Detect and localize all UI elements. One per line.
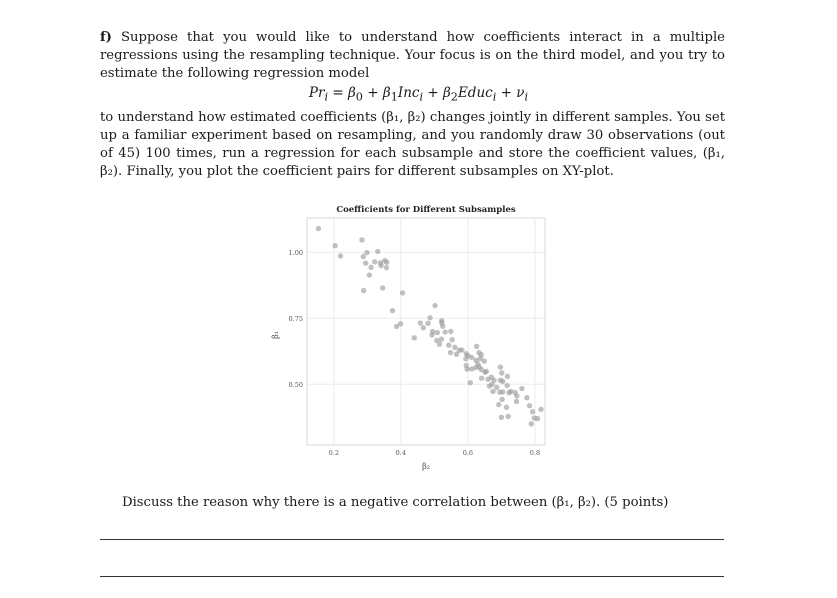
data-point <box>499 370 504 375</box>
data-point <box>398 321 403 326</box>
data-point <box>494 385 499 390</box>
data-point <box>390 308 395 313</box>
data-point <box>446 343 451 348</box>
data-point <box>538 407 543 412</box>
x-axis-label: β₂ <box>422 462 430 471</box>
data-point <box>380 285 385 290</box>
paragraph-intro-text: Suppose that you would like to understand how coefficients interact in a multiple regressions using the resampling technique. Your focus is on the third model, and you try to estimate the following regression model <box>100 30 725 81</box>
data-point <box>508 389 513 394</box>
data-point <box>496 402 501 407</box>
data-point <box>400 290 405 295</box>
data-point <box>459 347 464 352</box>
part-label: f) <box>100 30 112 45</box>
data-point <box>498 378 503 383</box>
answer-line-2[interactable] <box>100 576 724 577</box>
data-point <box>440 324 445 329</box>
chart-title: Coefficients for Different Subsamples <box>336 205 516 215</box>
data-point <box>448 350 453 355</box>
data-point <box>535 416 540 421</box>
data-point <box>437 341 442 346</box>
x-tick-label: 0.4 <box>395 449 407 457</box>
data-point <box>384 265 389 270</box>
data-point <box>463 356 468 361</box>
data-point <box>418 320 423 325</box>
data-point <box>519 386 524 391</box>
data-point <box>505 414 510 419</box>
x-tick-label: 0.2 <box>328 449 339 457</box>
data-point <box>364 250 369 255</box>
data-point <box>361 254 366 259</box>
data-point <box>368 265 373 270</box>
data-point <box>499 415 504 420</box>
y-axis-label: β₁ <box>271 331 280 339</box>
data-point <box>432 303 437 308</box>
data-point <box>435 330 440 335</box>
x-tick-label: 0.8 <box>529 449 541 457</box>
data-point <box>484 369 489 374</box>
data-point <box>425 321 430 326</box>
data-point <box>490 389 495 394</box>
data-point <box>524 395 529 400</box>
data-point <box>498 364 503 369</box>
y-tick-label: 1.00 <box>288 248 303 257</box>
data-point <box>359 237 364 242</box>
data-point <box>412 335 417 340</box>
coefficients-scatter-chart <box>258 198 558 478</box>
answer-line-1[interactable] <box>100 539 724 540</box>
y-tick-label: 0.75 <box>288 314 303 323</box>
data-point <box>442 329 447 334</box>
data-point <box>421 325 426 330</box>
x-tick-label: 0.6 <box>462 449 474 457</box>
data-point <box>482 358 487 363</box>
question-text: Discuss the reason why there is a negative correlation between (β₁, β₂). (5 points) <box>122 495 669 510</box>
y-tick-label: 0.50 <box>288 380 303 389</box>
data-point <box>487 383 492 388</box>
data-point <box>473 365 478 370</box>
data-point <box>332 243 337 248</box>
data-point <box>465 367 470 372</box>
data-point <box>427 315 432 320</box>
data-point <box>338 253 343 258</box>
data-point <box>504 383 509 388</box>
data-point <box>372 259 377 264</box>
data-point <box>429 332 434 337</box>
data-point <box>500 389 505 394</box>
data-point <box>448 329 453 334</box>
data-point <box>449 337 454 342</box>
data-point <box>384 260 389 265</box>
data-point <box>468 380 473 385</box>
data-point <box>439 336 444 341</box>
data-point <box>530 409 535 414</box>
data-point <box>529 421 534 426</box>
regression-equation: $Pr_i = \beta_0 + \beta_1Inc_i$ + $\beta_2Educ_i + \nu_i$ <box>308 85 529 104</box>
data-point <box>527 403 532 408</box>
data-point <box>504 405 509 410</box>
data-point <box>514 399 519 404</box>
data-point <box>474 344 479 349</box>
paragraph-experiment: to understand how estimated coefficients (β₁, β₂) changes jointly in different samples. You set up a familiar experiment based on resampling, and you randomly draw 30 observations (out of 45) 100 times, run a regression for each subsample and store the coefficient values, (β₁, β₂). Finally, you plot the coefficient pairs for different subsamples on XY-plot. <box>100 110 725 179</box>
data-point <box>505 374 510 379</box>
data-point <box>361 288 366 293</box>
data-point <box>499 397 504 402</box>
paragraph-intro <box>100 29 725 83</box>
data-point <box>367 272 372 277</box>
data-point <box>479 376 484 381</box>
data-point <box>363 260 368 265</box>
data-point <box>375 249 380 254</box>
data-point <box>316 226 321 231</box>
data-point <box>514 393 519 398</box>
data-point <box>489 374 494 379</box>
